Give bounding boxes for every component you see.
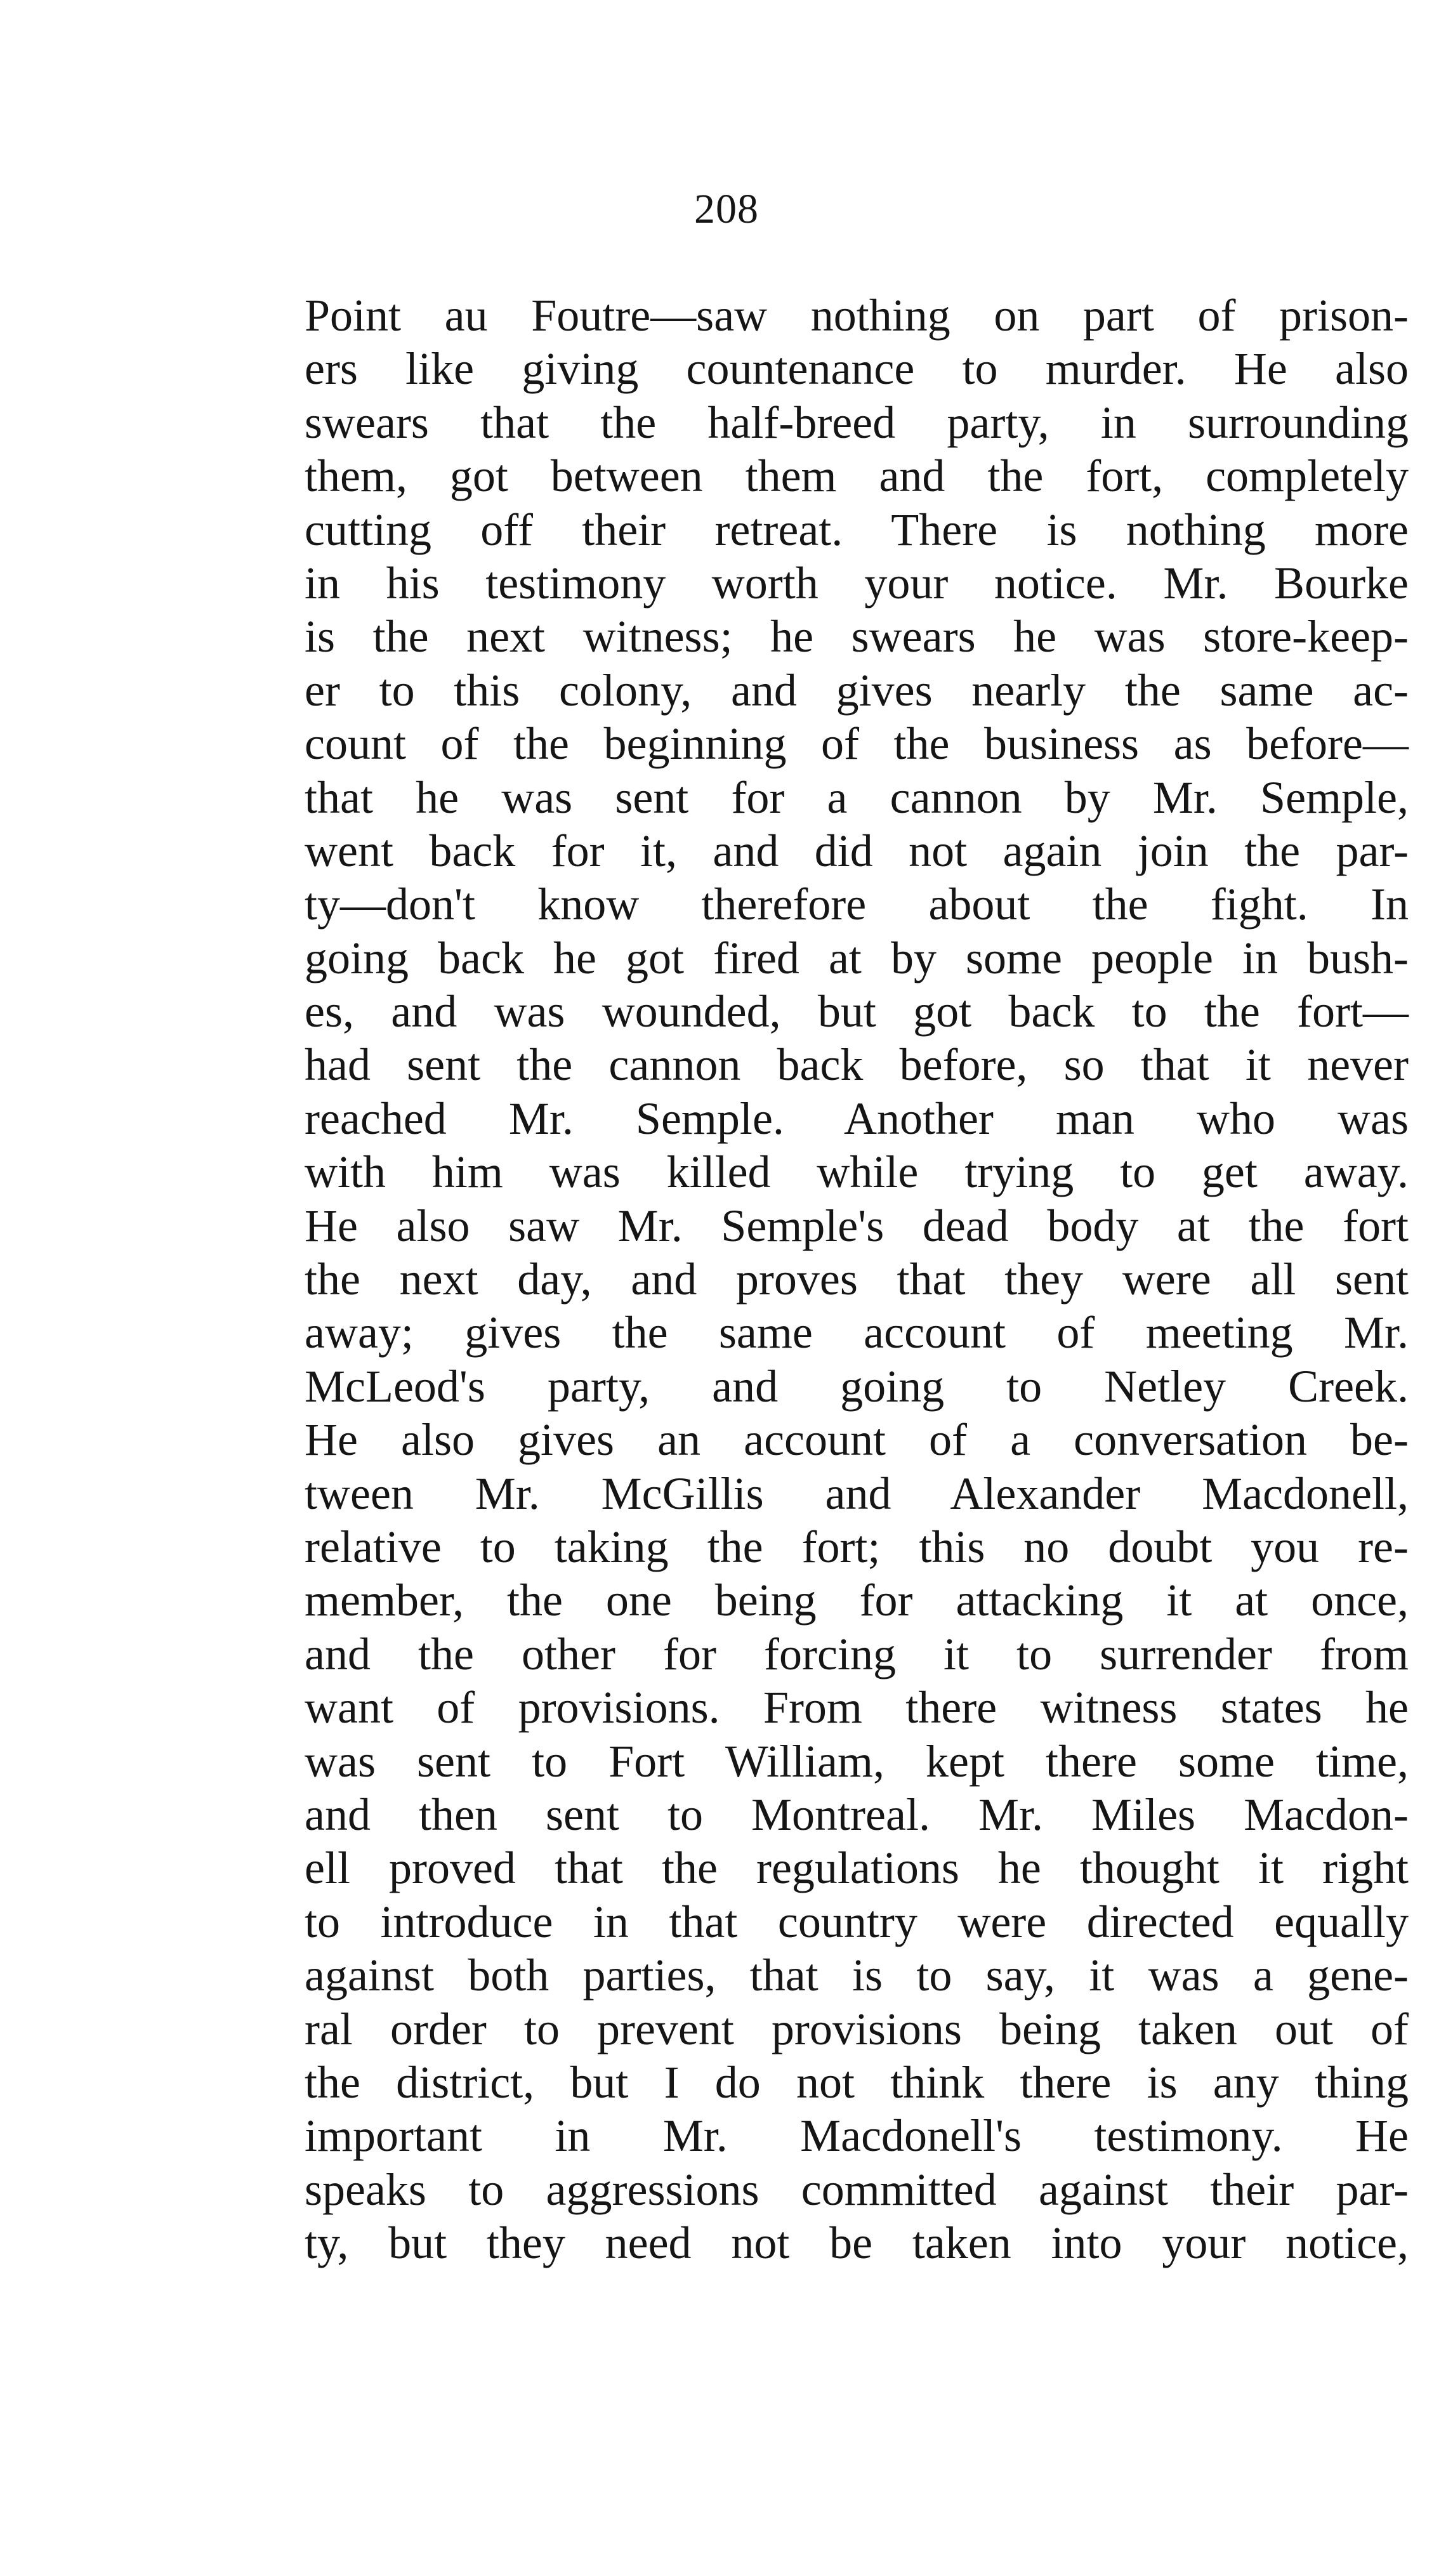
text-line: against both parties, that is to say, it was a gene- xyxy=(305,1950,1409,2001)
text-line: ty, but they need not be taken into your notice, xyxy=(305,2218,1409,2269)
text-line: er to this colony, and gives nearly the same ac- xyxy=(305,664,1409,716)
text-line: swears that the half-breed party, in surrounding xyxy=(305,397,1409,448)
text-line: count of the beginning of the business as before— xyxy=(305,718,1409,770)
text-line: tween Mr. McGillis and Alexander Macdonell, xyxy=(305,1468,1409,1519)
text-line: cutting off their retreat. There is nothing more xyxy=(305,504,1409,555)
text-line: ty—don't know therefore about the fight. In xyxy=(305,879,1409,930)
text-line: was sent to Fort William, kept there some time, xyxy=(305,1735,1409,1787)
text-line: ell proved that the regulations he thought it right xyxy=(305,1843,1409,1894)
text-line: and then sent to Montreal. Mr. Miles Macdon- xyxy=(305,1789,1409,1840)
text-line: with him was killed while trying to get away. xyxy=(305,1147,1409,1198)
page-number: 208 xyxy=(694,186,759,232)
text-line: the district, but I do not think there is any thing xyxy=(305,2056,1409,2108)
text-line: ers like giving countenance to murder. He also xyxy=(305,343,1409,395)
text-line: going back he got fired at by some people in bush- xyxy=(305,932,1409,983)
text-line: and the other for forcing it to surrender from xyxy=(305,1628,1409,1679)
text-line: went back for it, and did not again join the par- xyxy=(305,825,1409,876)
text-line: important in Mr. Macdonell's testimony. He xyxy=(305,2110,1409,2162)
text-line: them, got between them and the fort, completely xyxy=(305,450,1409,502)
text-line: speaks to aggressions committed against their par- xyxy=(305,2164,1409,2215)
text-line: McLeod's party, and going to Netley Creek. xyxy=(305,1360,1409,1412)
text-line: reached Mr. Semple. Another man who was xyxy=(305,1093,1409,1144)
text-line: away; gives the same account of meeting Mr. xyxy=(305,1307,1409,1358)
page-body-text xyxy=(305,289,1409,2270)
text-line: the next day, and proves that they were all sent xyxy=(305,1254,1409,1305)
text-line: want of provisions. From there witness states he xyxy=(305,1682,1409,1733)
text-line: is the next witness; he swears he was store-keep- xyxy=(305,611,1409,662)
text-line: ral order to prevent provisions being taken out of xyxy=(305,2003,1409,2054)
text-line: in his testimony worth your notice. Mr. Bourke xyxy=(305,557,1409,608)
text-line: Point au Foutre—saw nothing on part of prison- xyxy=(305,290,1409,341)
text-line: He also saw Mr. Semple's dead body at the fort xyxy=(305,1200,1409,1251)
text-line: es, and was wounded, but got back to the fort— xyxy=(305,986,1409,1037)
text-line: had sent the cannon back before, so that it never xyxy=(305,1039,1409,1091)
text-line: He also gives an account of a conversation be- xyxy=(305,1414,1409,1466)
text-line: to introduce in that country were directed equally xyxy=(305,1896,1409,1947)
text-line: relative to taking the fort; this no doubt you re- xyxy=(305,1521,1409,1572)
text-line: that he was sent for a cannon by Mr. Semple, xyxy=(305,772,1409,823)
text-line: member, the one being for attacking it at once, xyxy=(305,1575,1409,1626)
